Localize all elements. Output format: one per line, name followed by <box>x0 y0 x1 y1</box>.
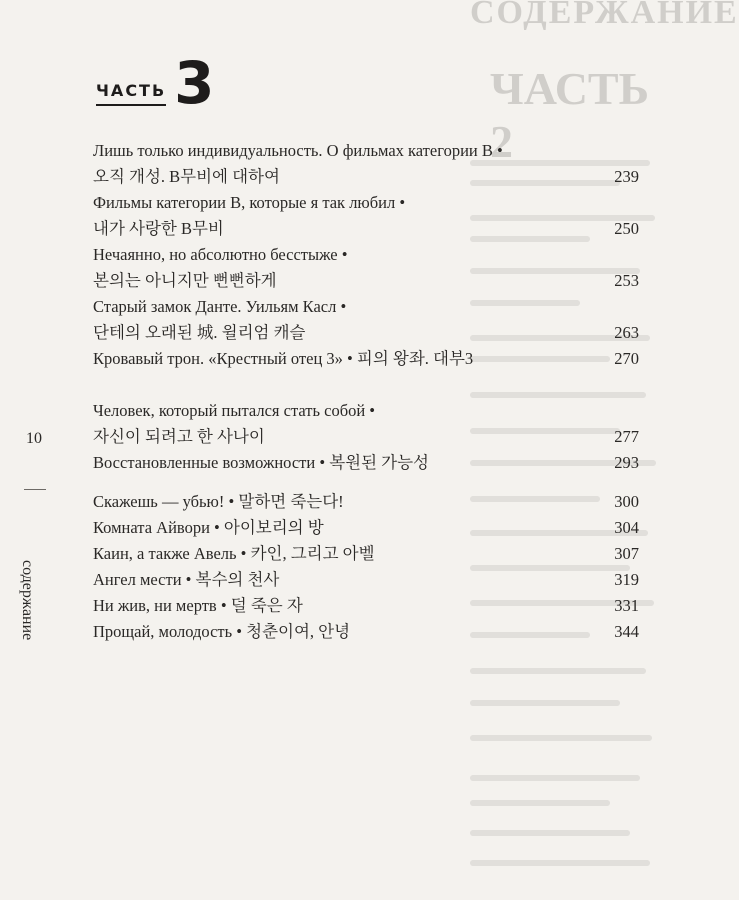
ghost-part-number: ЧАСТЬ 2 <box>490 63 650 167</box>
toc-entry-title: Скажешь — убью! • 말하면 죽는다! <box>93 492 344 511</box>
toc-entry-page: 250 <box>614 219 639 238</box>
toc-entry <box>93 489 639 515</box>
toc-entry <box>93 346 639 372</box>
toc-entry <box>93 567 639 593</box>
toc-entry-title: 오직 개성. B무비에 대하여 <box>93 167 280 186</box>
toc-entry-page: 344 <box>614 622 639 641</box>
toc-entry-page: 307 <box>614 544 639 563</box>
toc-entry-page: 300 <box>614 492 639 511</box>
toc-entry-title: Прощай, молодость • 청춘이여, 안녕 <box>93 622 351 641</box>
toc-entry-title: 내가 사랑한 B무비 <box>93 219 224 238</box>
toc-entry <box>93 398 639 450</box>
part-heading <box>96 49 215 117</box>
toc-entry-title: Старый замок Данте. Уильям Касл • <box>93 297 347 316</box>
page-number: 10 <box>26 430 42 447</box>
toc-entry-title: 자신이 되려고 한 사나이 <box>93 427 265 446</box>
toc-entry <box>93 593 639 619</box>
toc-entry-page: 293 <box>614 453 639 472</box>
toc-entry-page: 319 <box>614 570 639 589</box>
toc-entry-title: 단테의 오래된 城. 윌리엄 캐슬 <box>93 323 306 342</box>
toc-entry-title: Ни жив, ни мертв • 덜 죽은 자 <box>93 596 303 615</box>
toc-entry-title: Человек, который пытался стать собой • <box>93 401 376 420</box>
toc-entry-title: 본의는 아니지만 뻔뻔하게 <box>93 271 277 290</box>
toc-entry-title: Комната Айвори • 아이보리의 방 <box>93 518 324 537</box>
ghost-heading: СОДЕРЖАНИЕ <box>470 0 739 31</box>
toc-entry-title: Ангел мести • 복수의 천사 <box>93 570 280 589</box>
toc-entry-title: Кровавый трон. «Крестный отец 3» • 피의 왕좌. 대부3 <box>93 349 474 368</box>
toc-entry <box>93 541 639 567</box>
toc-entry <box>93 515 639 541</box>
toc-entry-page: 239 <box>614 167 639 186</box>
toc-entry-title: Лишь только индивидуальность. О фильмах категории В • <box>93 141 503 160</box>
toc-entry-page: 331 <box>614 596 639 615</box>
toc-entry <box>93 138 639 190</box>
toc-entry-page: 253 <box>614 271 639 290</box>
toc-entry <box>93 294 639 346</box>
toc-entry <box>93 242 639 294</box>
part-label: ЧАСТЬ <box>96 81 166 106</box>
toc-entry-page: 263 <box>614 323 639 342</box>
toc-entry <box>93 450 639 476</box>
toc-entry-page: 270 <box>614 349 639 368</box>
toc-entry-title: Нечаянно, но абсолютно бесстыже • <box>93 245 348 264</box>
toc-entry-title: Каин, а также Авель • 카인, 그리고 아벨 <box>93 544 375 563</box>
toc-entry-page: 277 <box>614 427 639 446</box>
toc-entry <box>93 619 639 645</box>
toc-entry-page: 304 <box>614 518 639 537</box>
folio-divider <box>24 489 46 490</box>
part-number: 3 <box>174 49 215 117</box>
running-head: содержание <box>19 560 36 641</box>
toc-entry-title: Фильмы категории В, которые я так любил • <box>93 193 406 212</box>
toc-entry-title: Восстановленные возможности • 복원된 가능성 <box>93 453 429 472</box>
toc-entry <box>93 190 639 242</box>
